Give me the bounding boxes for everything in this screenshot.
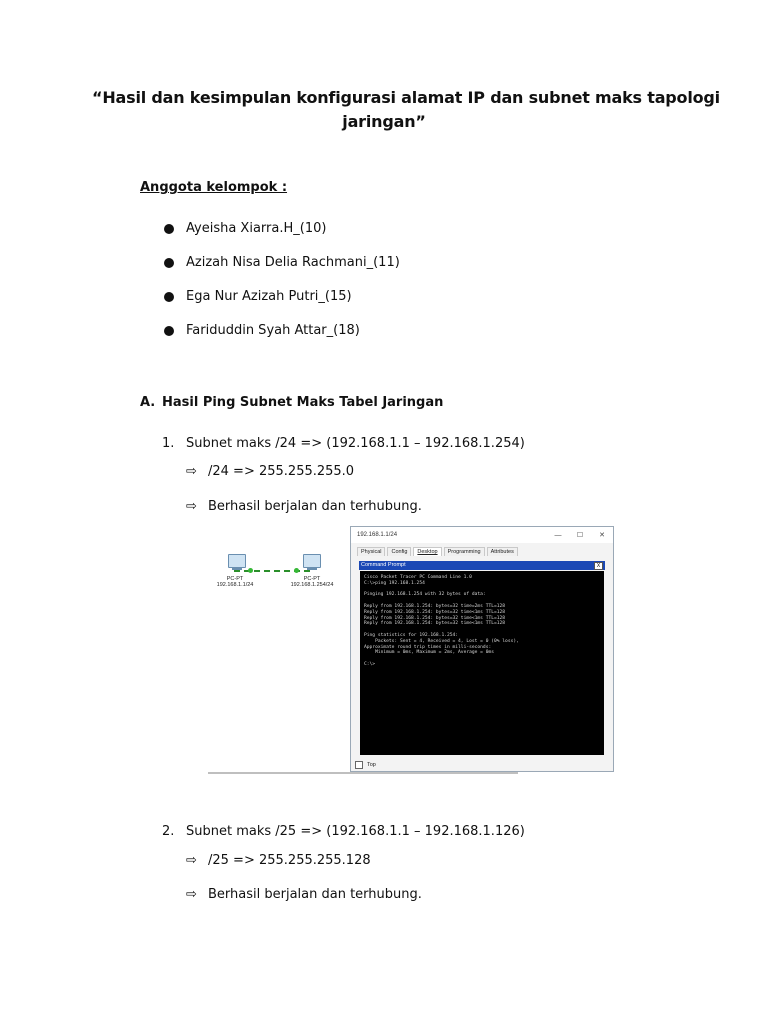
sub-item — [186, 464, 354, 479]
member-name: Azizah Nisa Delia Rachmani_(11) — [186, 255, 400, 270]
list-item-2 — [162, 824, 525, 839]
command-prompt-close-icon[interactable]: X — [594, 562, 603, 570]
sub-item-text: Berhasil berjalan dan terhubung. — [208, 887, 422, 902]
members-heading: Anggota kelompok : — [140, 180, 288, 195]
arrow-right-icon: ⇨ — [186, 499, 197, 514]
terminal-line: C:\> — [364, 661, 376, 667]
terminal-line: Pinging 192.168.1.254 with 32 bytes of data: — [364, 592, 486, 598]
terminal-output[interactable] — [360, 571, 604, 755]
link-status-dot-icon — [248, 568, 253, 573]
checkbox-icon[interactable] — [355, 761, 363, 769]
terminal-line: Reply from 192.168.1.254: bytes=32 time<1ms TTL=128 — [364, 609, 506, 615]
sub-item — [186, 499, 422, 514]
command-prompt-titlebar — [359, 561, 605, 570]
bullet-dot-icon — [164, 258, 174, 268]
document-title — [0, 86, 768, 134]
terminal-line: Cisco Packet Tracer PC Command Line 1.0 — [364, 575, 472, 580]
terminal-line: Reply from 192.168.1.254: bytes=32 time<1ms TTL=128 — [364, 621, 506, 627]
pc2-label — [284, 576, 340, 588]
item-number: 2. — [162, 824, 175, 839]
terminal-line: Reply from 192.168.1.254: bytes=32 time<1ms TTL=128 — [364, 615, 506, 621]
tab-physical[interactable]: Physical — [357, 547, 385, 556]
sub-item-text: /25 => 255.255.255.128 — [208, 853, 371, 868]
arrow-right-icon: ⇨ — [186, 464, 197, 479]
workspace-baseline — [208, 772, 518, 774]
title-line-1: “Hasil dan kesimpulan konfigurasi alamat IP dan subnet maks tapologi — [92, 88, 720, 107]
list-item-1 — [162, 436, 525, 451]
section-a-heading — [140, 395, 443, 410]
pc-window — [350, 526, 614, 772]
member-item — [164, 255, 400, 270]
pc1-label — [210, 576, 260, 588]
member-item — [164, 323, 360, 338]
tab-desktop[interactable]: Desktop — [413, 547, 441, 556]
tab-config[interactable]: Config — [387, 547, 411, 556]
member-name: Ega Nur Azizah Putri_(15) — [186, 289, 352, 304]
bullet-dot-icon — [164, 292, 174, 302]
pc1-type: PC-PT — [226, 576, 244, 582]
sub-item-text: /24 => 255.255.255.0 — [208, 464, 355, 479]
bullet-dot-icon — [164, 326, 174, 336]
arrow-right-icon: ⇨ — [186, 887, 197, 902]
link-status-dot-icon — [294, 568, 299, 573]
terminal-line: Packets: Sent = 4, Received = 4, Lost = 0 (0% loss), — [364, 638, 519, 644]
sub-item — [186, 853, 371, 868]
pc-icon — [303, 554, 321, 568]
tab-attributes[interactable]: Attributes — [487, 547, 518, 556]
section-letter: A. — [140, 395, 156, 410]
window-title: 192.168.1.1/24 — [357, 532, 398, 538]
pc2-ip: 192.168.1.254/24 — [290, 582, 334, 588]
maximize-icon[interactable]: ☐ — [576, 532, 584, 539]
close-icon[interactable]: ✕ — [599, 532, 605, 539]
tab-programming[interactable]: Programming — [444, 547, 485, 556]
member-item — [164, 289, 352, 304]
terminal-line: Approximate round trip times in milli-seconds: — [364, 644, 492, 650]
terminal-line: Minimum = 0ms, Maximum = 2ms, Average = 0ms — [364, 650, 494, 656]
terminal-line: Reply from 192.168.1.254: bytes=32 time=2ms TTL=128 — [364, 603, 506, 609]
section-title: Hasil Ping Subnet Maks Tabel Jaringan — [162, 395, 444, 410]
sub-item-text: Berhasil berjalan dan terhubung. — [208, 499, 422, 514]
pc1-ip: 192.168.1.1/24 — [216, 582, 254, 588]
bullet-dot-icon — [164, 224, 174, 234]
minimize-icon[interactable]: — — [554, 531, 562, 539]
pc2-type: PC-PT — [303, 576, 321, 582]
item-text: Subnet maks /25 => (192.168.1.1 – 192.168.1.126) — [186, 824, 525, 839]
top-checkbox-label: Top — [367, 762, 376, 768]
top-checkbox[interactable] — [355, 761, 376, 769]
packet-tracer-screenshot — [208, 526, 616, 778]
command-prompt-title: Command Prompt — [361, 562, 406, 568]
member-name: Fariduddin Syah Attar_(18) — [186, 323, 360, 338]
item-number: 1. — [162, 436, 175, 451]
member-name: Ayeisha Xiarra.H_(10) — [186, 221, 327, 236]
terminal-line: Ping statistics for 192.168.1.254: — [364, 632, 459, 638]
pc-icon — [228, 554, 246, 568]
terminal-line: C:\>ping 192.168.1.254 — [364, 580, 425, 586]
arrow-right-icon: ⇨ — [186, 853, 197, 868]
title-line-2: jaringan” — [342, 112, 426, 131]
window-titlebar — [351, 527, 613, 543]
member-item — [164, 221, 326, 236]
item-text: Subnet maks /24 => (192.168.1.1 – 192.168.1.254) — [186, 436, 525, 451]
sub-item — [186, 887, 422, 902]
window-tabs — [357, 547, 613, 556]
